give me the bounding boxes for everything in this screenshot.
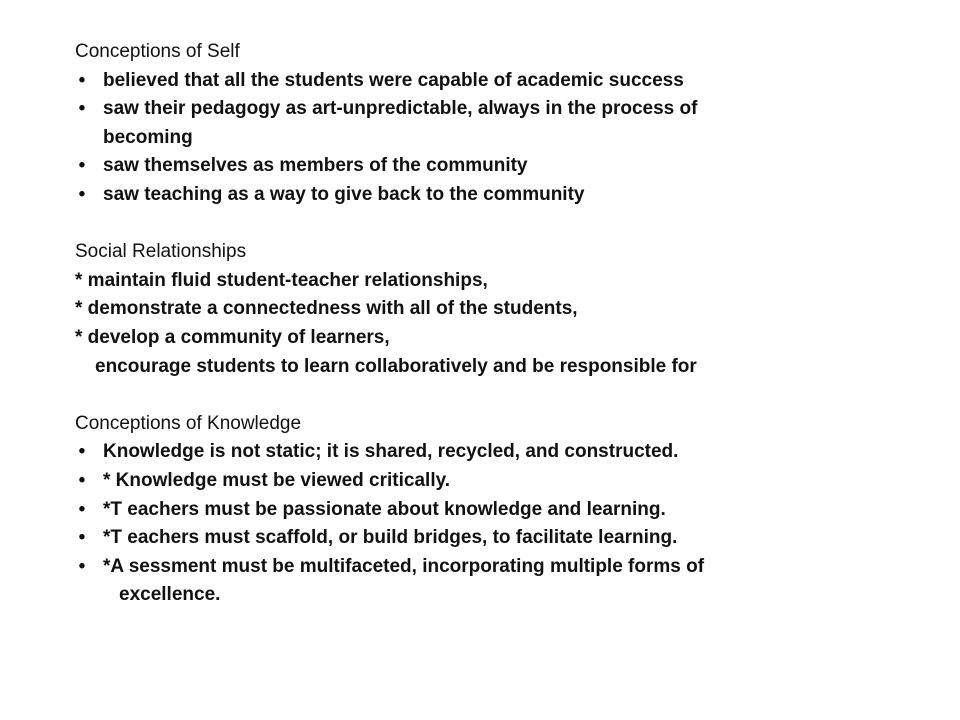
social-line-3: * develop a community of learners, [75, 326, 390, 348]
bullet-icon: • [78, 527, 86, 549]
bullet-icon: • [78, 441, 86, 463]
self-bullet-4-text: saw teaching as a way to give back to the community [103, 183, 585, 205]
knowledge-bullet-2 [75, 467, 935, 496]
bullet-icon: • [78, 183, 86, 205]
social-indented-line: encourage students to learn collaboratively and be responsible for [95, 355, 697, 377]
social-line-1: * maintain fluid student-teacher relationships, [75, 269, 488, 291]
knowledge-heading: Conceptions of Knowledge [75, 412, 302, 434]
section-divider [75, 210, 935, 239]
bullet-icon: • [78, 155, 86, 177]
social-line-2: * demonstrate a connectedness with all of the students, [75, 298, 578, 320]
self-bullet-2-continuation [75, 124, 935, 153]
self-bullet-3-text: saw themselves as members of the community [103, 155, 528, 177]
knowledge-bullet-3 [75, 496, 935, 525]
knowledge-bullet-1-text: Knowledge is not static; it is shared, recycled, and constructed. [103, 441, 679, 463]
knowledge-bullet-3-text: *T eachers must be passionate about knowledge and learning. [103, 498, 666, 520]
knowledge-bullet-5 [75, 553, 935, 582]
self-bullet-4 [75, 181, 935, 210]
bullet-icon: • [78, 498, 86, 520]
self-continuation-text: becoming [103, 126, 193, 148]
knowledge-bullet-1 [75, 438, 935, 467]
bullet-icon: • [78, 98, 86, 120]
knowledge-bullet-5-text: *A sessment must be multifaceted, incorporating multiple forms of [103, 555, 705, 577]
bullet-icon: • [78, 69, 86, 91]
self-bullet-2-text: saw their pedagogy as art-unpredictable, always in the process of [103, 98, 698, 120]
social-heading: Social Relationships [75, 241, 247, 263]
self-bullet-3 [75, 152, 935, 181]
knowledge-bullet-4-text: *T eachers must scaffold, or build bridges, to facilitate learning. [103, 527, 678, 549]
section-divider [75, 381, 935, 410]
self-bullet-1 [75, 67, 935, 96]
knowledge-bullet-5-continuation: excellence. [119, 584, 221, 606]
bullet-icon: • [78, 469, 86, 491]
self-bullet-2 [75, 95, 935, 124]
slide-content [75, 38, 935, 610]
self-bullet-1-text: believed that all the students were capable of academic success [103, 69, 684, 91]
self-heading: Conceptions of Self [75, 41, 240, 62]
bullet-icon: • [78, 555, 86, 577]
knowledge-bullet-4 [75, 524, 935, 553]
knowledge-bullet-2-text: * Knowledge must be viewed critically. [103, 469, 451, 491]
